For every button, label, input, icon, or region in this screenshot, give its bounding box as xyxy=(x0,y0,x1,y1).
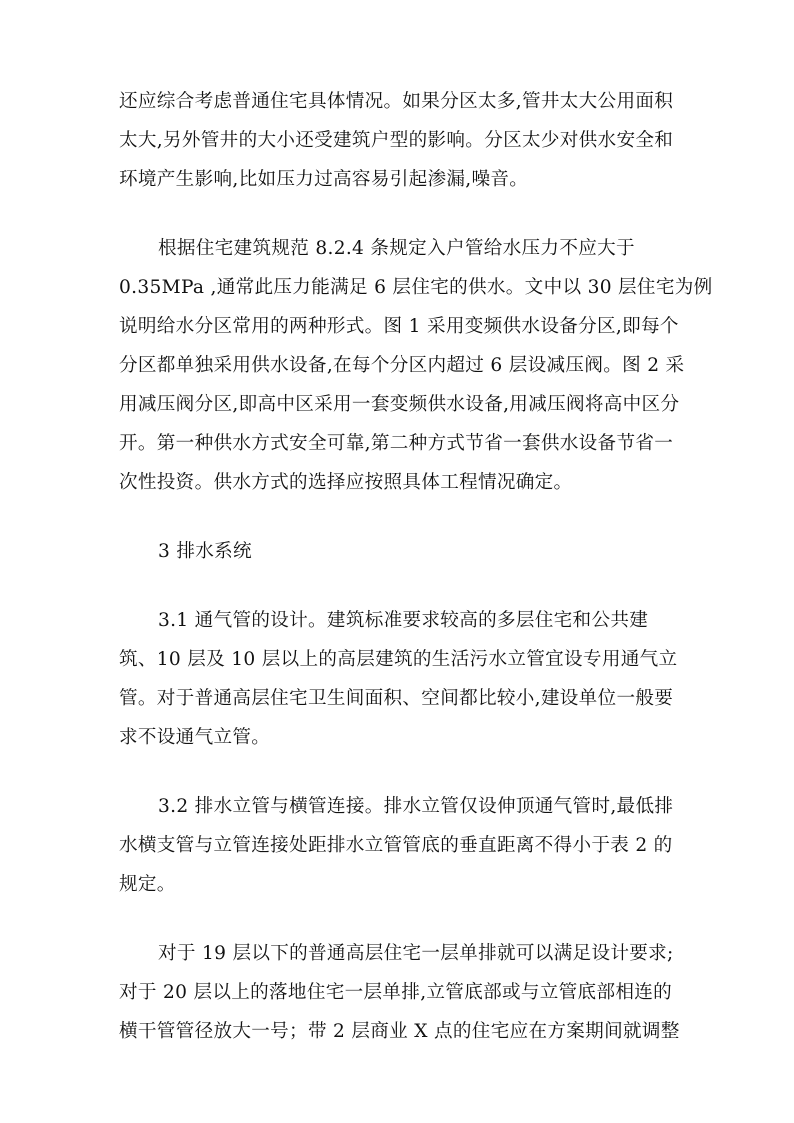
paragraph-last-line-1: 对于 19 层以下的普通高层住宅一层单排就可以满足设计要求; xyxy=(158,943,674,964)
paragraph-2-line-1: 根据住宅建筑规范 8.2.4 条规定入户管给水压力不应大于 xyxy=(158,238,635,259)
paragraph-1-line-2: 太大,另外管井的大小还受建筑户型的影响。分区太少对供水安全和 xyxy=(119,130,674,151)
paragraph-3-1-line-1: 3.1 通气管的设计。建筑标准要求较高的多层住宅和公共建 xyxy=(158,610,649,631)
paragraph-3-1-line-3: 管。对于普通高层住宅卫生间面积、空间都比较小,建设单位一般要 xyxy=(119,688,674,709)
paragraph-3-2-line-1: 3.2 排水立管与横管连接。排水立管仅设伸顶通气管时,最低排 xyxy=(158,796,674,817)
paragraph-2-line-6: 开。第一种供水方式安全可靠,第二种方式节省一套供水设备节省一 xyxy=(119,433,674,454)
paragraph-2-line-3: 说明给水分区常用的两种形式。图 1 采用变频供水设备分区,即每个 xyxy=(119,316,679,337)
paragraph-last-line-3: 横干管管径放大一号；带 2 层商业 X 点的住宅应在方案期间就调整 xyxy=(119,1021,680,1042)
paragraph-3-1-line-4: 求不设通气立管。 xyxy=(119,727,271,748)
paragraph-2-line-4: 分区都单独采用供水设备,在每个分区内超过 6 层设减压阀。图 2 采 xyxy=(119,355,685,376)
paragraph-last-line-2: 对于 20 层以上的落地住宅一层单排,立管底部或与立管底部相连的 xyxy=(119,982,673,1003)
paragraph-2-line-2: 0.35MPa ,通常此压力能满足 6 层住宅的供水。文中以 30 层住宅为例 xyxy=(119,277,713,298)
paragraph-3-2-line-3: 规定。 xyxy=(119,874,176,895)
section-heading: 3 排水系统 xyxy=(158,541,252,562)
paragraph-2-line-5: 用减压阀分区,即高中区采用一套变频供水设备,用减压阀将高中区分 xyxy=(119,394,680,415)
paragraph-3-1-line-2: 筑、10 层及 10 层以上的高层建筑的生活污水立管宜设专用通气立 xyxy=(119,649,678,670)
paragraph-1-line-1: 还应综合考虑普通住宅具体情况。如果分区太多,管井太大公用面积 xyxy=(119,91,674,112)
paragraph-3-2-line-2: 水横支管与立管连接处距排水立管管底的垂直距离不得小于表 2 的 xyxy=(119,835,673,856)
paragraph-1-line-3: 环境产生影响,比如压力过高容易引起渗漏,噪音。 xyxy=(119,169,529,190)
paragraph-2-line-7: 次性投资。供水方式的选择应按照具体工程情况确定。 xyxy=(119,472,573,493)
